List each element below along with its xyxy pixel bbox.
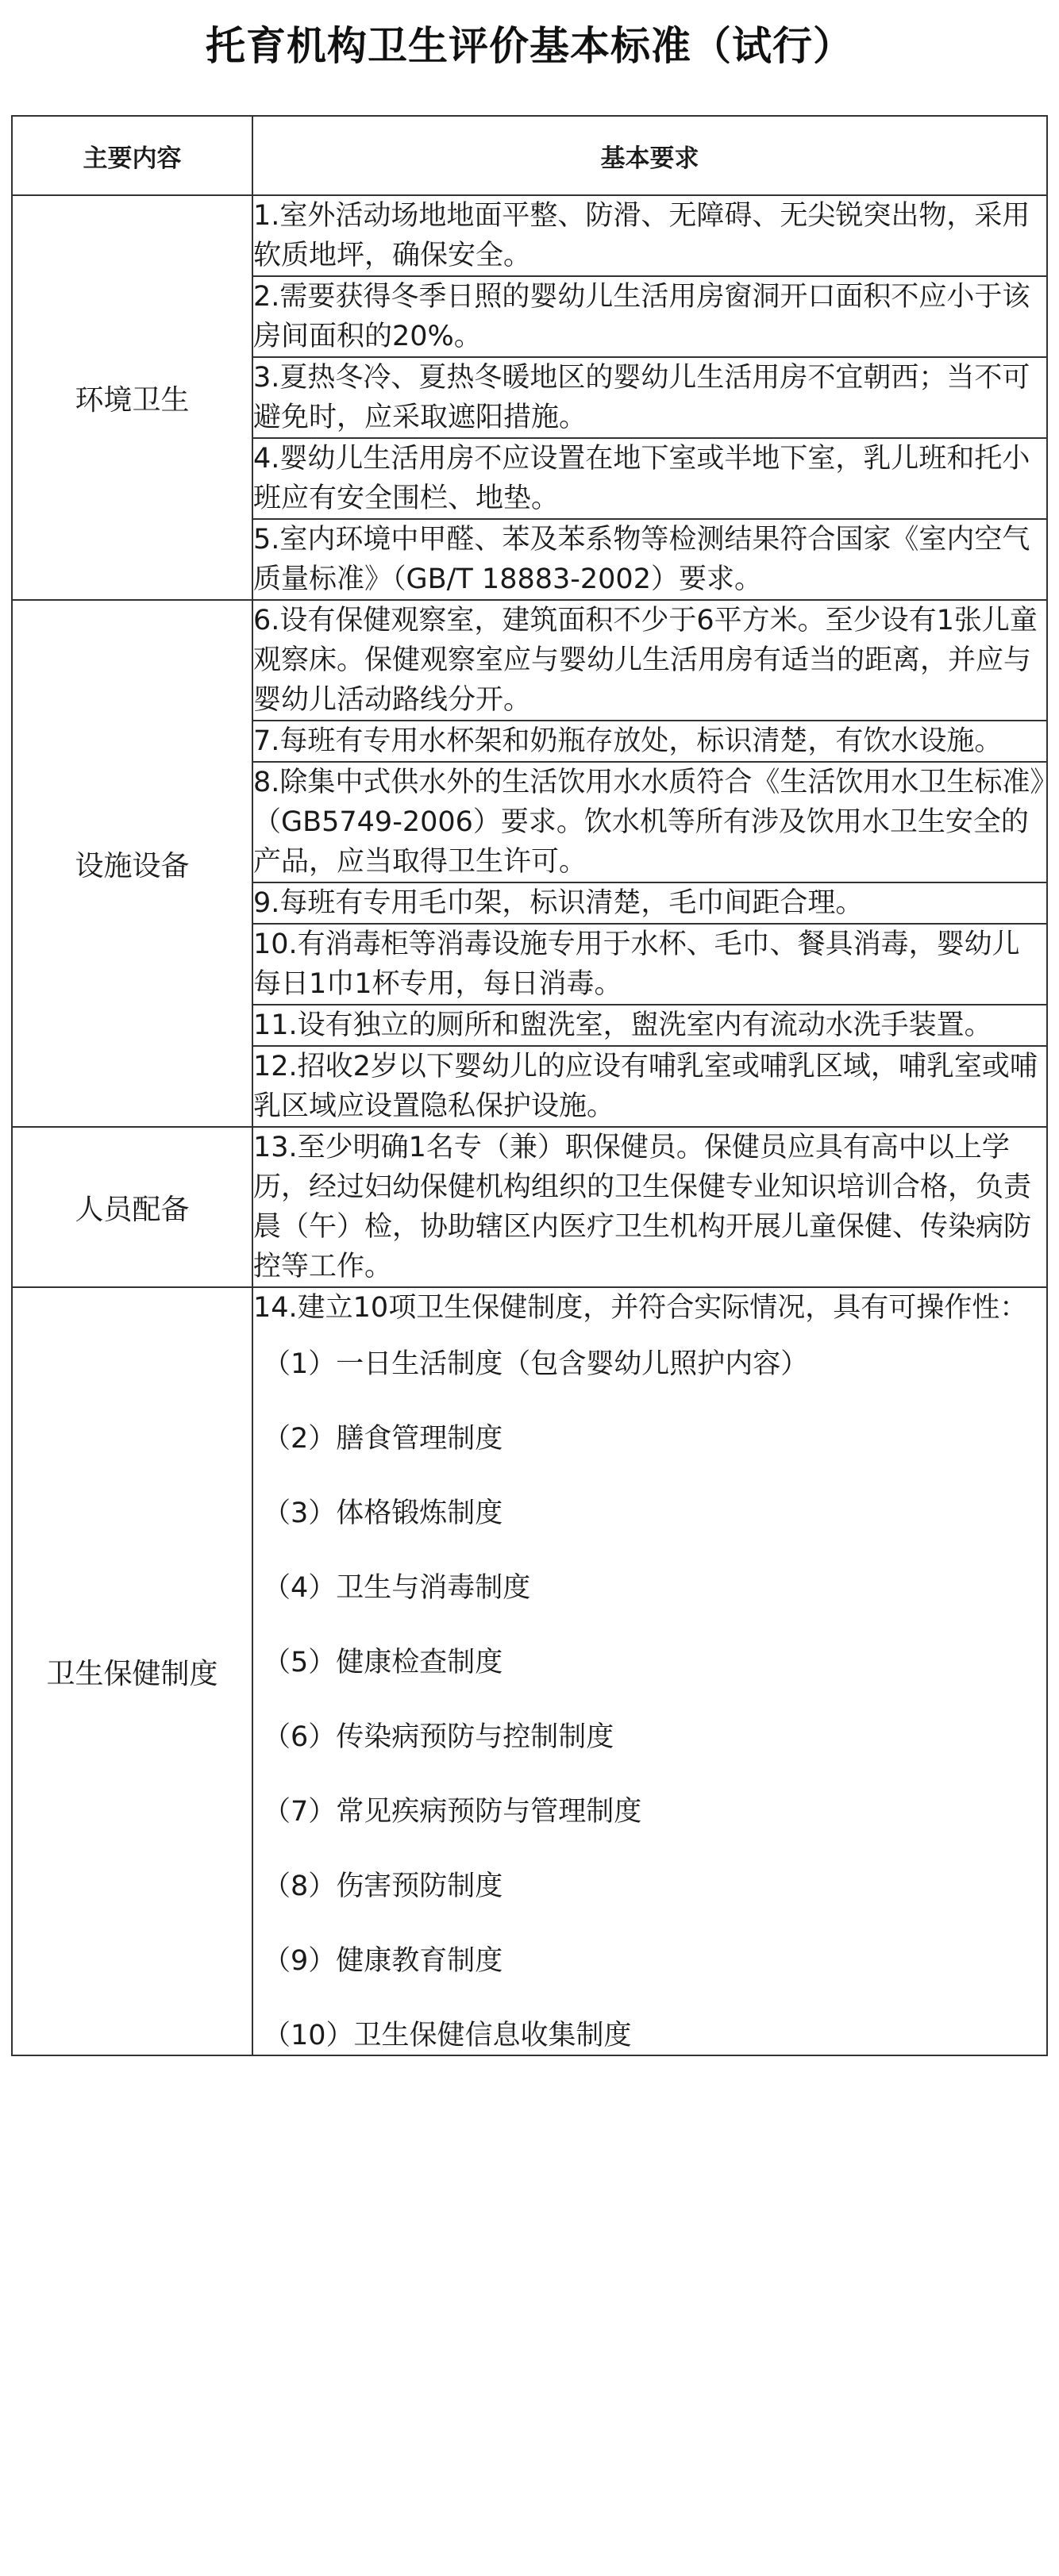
header-basic-requirements: 基本要求 <box>252 116 1047 195</box>
requirement-item-13: 13.至少明确1名专（兼）职保健员。保健员应具有高中以上学历，经过妇幼保健机构组织的卫生保健专业知识培训合格，负责晨（午）检，协助辖区内医疗卫生机构开展儿童保健、传染病防控等工作。 <box>252 1127 1047 1287</box>
category-facilities: 设施设备 <box>12 600 252 1127</box>
system-list-item: （7）常见疾病预防与管理制度 <box>263 1796 642 1828</box>
requirement-item-10: 10.有消毒柜等消毒设施专用于水杯、毛巾、餐具消毒，婴幼儿每日1巾1杯专用，每日消毒。 <box>252 924 1047 1005</box>
requirement-item-7: 7.每班有专用水杯架和奶瓶存放处，标识清楚，有饮水设施。 <box>252 721 1047 762</box>
requirement-item-12: 12.招收2岁以下婴幼儿的应设有哺乳室或哺乳区域，哺乳室或哺乳区域应设置隐私保护设施。 <box>252 1046 1047 1127</box>
system-list-item: （1）一日生活制度（包含婴幼儿照护内容） <box>263 1348 809 1380</box>
system-list-item: （10）卫生保健信息收集制度 <box>263 2020 632 2051</box>
system-list-item: （5）健康检查制度 <box>263 1647 503 1678</box>
standards-table <box>11 115 1048 2056</box>
requirement-item-3: 3.夏热冬冷、夏热冬暖地区的婴幼儿生活用房不宜朝西；当不可避免时，应采取遮阳措施。 <box>252 357 1047 438</box>
requirement-item-1: 1.室外活动场地地面平整、防滑、无障碍、无尖锐突出物，采用软质地坪，确保安全。 <box>252 195 1047 276</box>
requirement-item-5: 5.室内环境中甲醛、苯及苯系物等检测结果符合国家《室内空气质量标准》（GB/T 18883-2002）要求。 <box>252 519 1047 600</box>
requirement-item-9: 9.每班有专用毛巾架，标识清楚，毛巾间距合理。 <box>252 882 1047 924</box>
category-staffing: 人员配备 <box>12 1127 252 1287</box>
requirement-item-6: 6.设有保健观察室，建筑面积不少于6平方米。至少设有1张儿童观察床。保健观察室应与婴幼儿生活用房有适当的距离，并应与婴幼儿活动路线分开。 <box>252 600 1047 721</box>
system-list-item: （2）膳食管理制度 <box>263 1423 503 1455</box>
category-environment: 环境卫生 <box>12 195 252 600</box>
table-header-row <box>12 116 1047 195</box>
system-list-item: （4）卫生与消毒制度 <box>263 1572 531 1604</box>
requirement-item-8: 8.除集中式供水外的生活饮用水水质符合《生活饮用水卫生标准》（GB5749-2006）要求。饮水机等所有涉及饮用水卫生安全的产品，应当取得卫生许可。 <box>252 762 1047 882</box>
table-row <box>12 1287 1047 2055</box>
requirement-item-11: 11.设有独立的厕所和盥洗室，盥洗室内有流动水洗手装置。 <box>252 1005 1047 1046</box>
requirement-item-4: 4.婴幼儿生活用房不应设置在地下室或半地下室，乳儿班和托小班应有安全围栏、地垫。 <box>252 438 1047 519</box>
header-main-content: 主要内容 <box>12 116 252 195</box>
system-list-item: （3）体格锻炼制度 <box>263 1498 503 1529</box>
system-list-item: （6）传染病预防与控制制度 <box>263 1721 614 1753</box>
requirement-item-14 <box>252 1287 1047 2055</box>
requirement-item-2: 2.需要获得冬季日照的婴幼儿生活用房窗洞开口面积不应小于该房间面积的20%。 <box>252 276 1047 357</box>
table-row <box>12 195 1047 276</box>
table-row <box>12 1127 1047 1287</box>
category-health-system: 卫生保健制度 <box>12 1287 252 2055</box>
requirement-item-14-intro: 14.建立10项卫生保健制度，并符合实际情况，具有可操作性： <box>253 1292 1028 1324</box>
table-row <box>12 600 1047 721</box>
system-list-item: （8）伤害预防制度 <box>263 1870 503 1902</box>
document-title: 托育机构卫生评价基本标准（试行） <box>206 23 853 69</box>
system-list-item: （9）健康教育制度 <box>263 1945 503 1977</box>
